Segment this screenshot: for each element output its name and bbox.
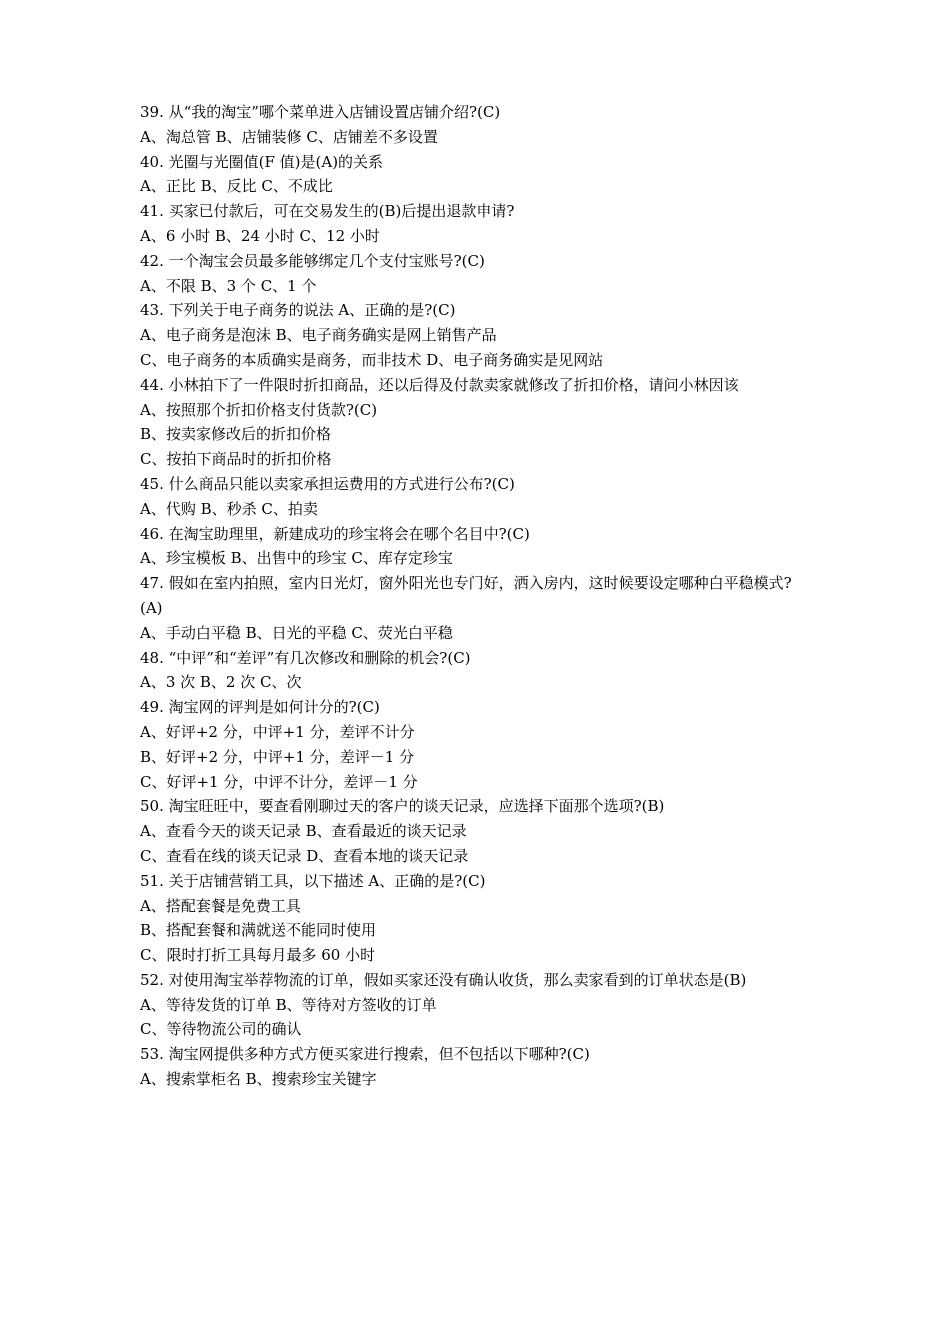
question-47: 47. 假如在室内拍照，室内日光灯，窗外阳光也专门好，洒入房内，这时候要设定哪种白平稳模式?(A) (140, 574, 792, 617)
question-52: 52. 对使用淘宝举荐物流的订单，假如买家还没有确认收货，那么卖家看到的订单状态是(B) (140, 970, 747, 989)
question-44: 44. 小林拍下了一件限时折扣商品，还以后得及付款卖家就修改了折扣价格，请问小林因该 (140, 375, 739, 394)
question-39: 39. 从“我的淘宝”哪个菜单进入店铺设置店铺介绍?(C) (140, 103, 501, 121)
question-45: 45. 什么商品只能以卖家承担运费用的方式进行公布?(C) (140, 474, 515, 493)
options-40: A、正比 B、反比 C、不成比 (140, 177, 333, 196)
options-44-c: C、按拍下商品时的折扣价格 (140, 450, 332, 469)
options-53: A、搜索掌柜名 B、搜索珍宝关键字 (140, 1070, 377, 1089)
document-body (140, 100, 805, 1092)
options-46: A、珍宝模板 B、出售中的珍宝 C、库存定珍宝 (140, 549, 453, 568)
options-45: A、代购 B、秒杀 C、拍卖 (140, 499, 318, 518)
question-49: 49. 淘宝网的评判是如何计分的?(C) (140, 698, 380, 717)
options-50-a: A、查看今天的谈天记录 B、查看最近的谈天记录 (140, 822, 467, 841)
options-52-a: A、等待发货的订单 B、等待对方签收的订单 (140, 995, 437, 1014)
question-41: 41. 买家已付款后，可在交易发生的(B)后提出退款申请? (140, 202, 515, 221)
question-42: 42. 一个淘宝会员最多能够绑定几个支付宝账号?(C) (140, 251, 485, 270)
question-53: 53. 淘宝网提供多种方式方便买家进行搜索，但不包括以下哪种?(C) (140, 1045, 590, 1064)
question-51: 51. 关于店铺营销工具，以下描述 A、正确的是?(C) (140, 871, 486, 890)
options-49-b: B、好评+2 分，中评+1 分，差评－1 分 (140, 747, 415, 766)
options-42: A、不限 B、3 个 C、1 个 (140, 276, 317, 295)
question-50: 50. 淘宝旺旺中，要查看刚聊过天的客户的谈天记录，应选择下面那个选项?(B) (140, 797, 665, 816)
question-43: 43. 下列关于电子商务的说法 A、正确的是?(C) (140, 301, 456, 320)
options-51-b: B、搭配套餐和满就送不能同时使用 (140, 921, 377, 940)
options-39: A、淘总管 B、店铺装修 C、店铺差不多设置 (140, 127, 438, 146)
options-49-c: C、好评+1 分，中评不计分，差评－1 分 (140, 772, 418, 791)
question-40: 40. 光圈与光圈值(F 值)是(A)的关系 (140, 152, 384, 171)
question-48: 48. “中评”和“差评”有几次修改和删除的机会?(C) (140, 648, 471, 667)
options-51-c: C、限时打折工具每月最多 60 小时 (140, 946, 376, 965)
options-44-b: B、按卖家修改后的折扣价格 (140, 425, 332, 444)
options-49-a: A、好评+2 分，中评+1 分，差评不计分 (140, 722, 415, 741)
options-43-c: C、电子商务的本质确实是商务，而非技术 D、电子商务确实是见网站 (140, 350, 604, 369)
options-47: A、手动白平稳 B、日光的平稳 C、荧光白平稳 (140, 623, 453, 642)
options-48: A、3 次 B、2 次 C、次 (140, 673, 302, 692)
options-50-c: C、查看在线的谈天记录 D、查看本地的谈天记录 (140, 846, 469, 865)
options-44-a: A、按照那个折扣价格支付货款?(C) (140, 400, 378, 419)
options-51-a: A、搭配套餐是免费工具 (140, 896, 301, 915)
options-43-a: A、电子商务是泡沫 B、电子商务确实是网上销售产品 (140, 326, 497, 345)
options-41: A、6 小时 B、24 小时 C、12 小时 (140, 226, 380, 245)
options-52-c: C、等待物流公司的确认 (140, 1020, 302, 1039)
question-46: 46. 在淘宝助理里，新建成功的珍宝将会在哪个名目中?(C) (140, 524, 530, 543)
